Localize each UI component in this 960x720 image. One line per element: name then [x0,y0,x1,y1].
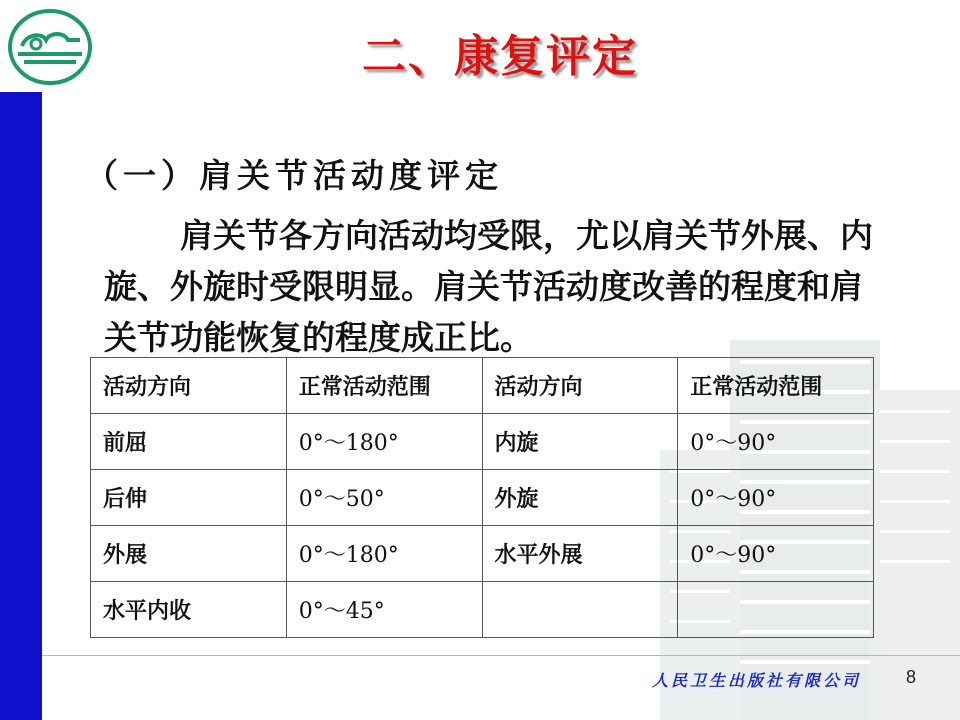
page-number: 8 [906,667,917,687]
table-cell-range: 0°～90° [678,470,874,526]
body-paragraph: 肩关节各方向活动均受限，尤以肩关节外展、内旋、外旋时受限明显。肩关节活动度改善的程度和肩关节功能恢复的程度成正比。 [104,216,873,357]
table-row [91,470,874,526]
range-of-motion-table [90,357,874,638]
left-accent-bar [0,0,42,720]
table-row [91,582,874,638]
table-cell-range: 0°～45° [286,582,482,638]
table-cell-direction: 水平外展 [482,526,678,582]
table-header-cell: 活动方向 [482,358,678,414]
table-row [91,414,874,470]
table-header-cell: 正常活动范围 [286,358,482,414]
table-cell-range: 0°～180° [286,526,482,582]
table-cell-range: 0°～50° [286,470,482,526]
table-header-cell: 正常活动范围 [678,358,874,414]
table-cell-direction [482,582,678,638]
table-cell-direction: 内旋 [482,414,678,470]
table-header-cell: 活动方向 [91,358,287,414]
table-cell-direction: 前屈 [91,414,287,470]
table-cell-direction: 水平内收 [91,582,287,638]
footer-divider [42,655,960,656]
slide-title: 二、康复评定 [362,31,638,82]
table-cell-range [678,582,874,638]
table-header-row [91,358,874,414]
publisher-name: 人民卫生出版社有限公司 [652,671,862,690]
table-cell-range: 0°～90° [678,414,874,470]
table-cell-range: 0°～90° [678,526,874,582]
table-cell-direction: 外展 [91,526,287,582]
table-cell-direction: 外旋 [482,470,678,526]
table-row [91,526,874,582]
section-heading: （一）肩关节活动度评定 [85,156,503,195]
table-cell-range: 0°～180° [286,414,482,470]
table-cell-direction: 后伸 [91,470,287,526]
